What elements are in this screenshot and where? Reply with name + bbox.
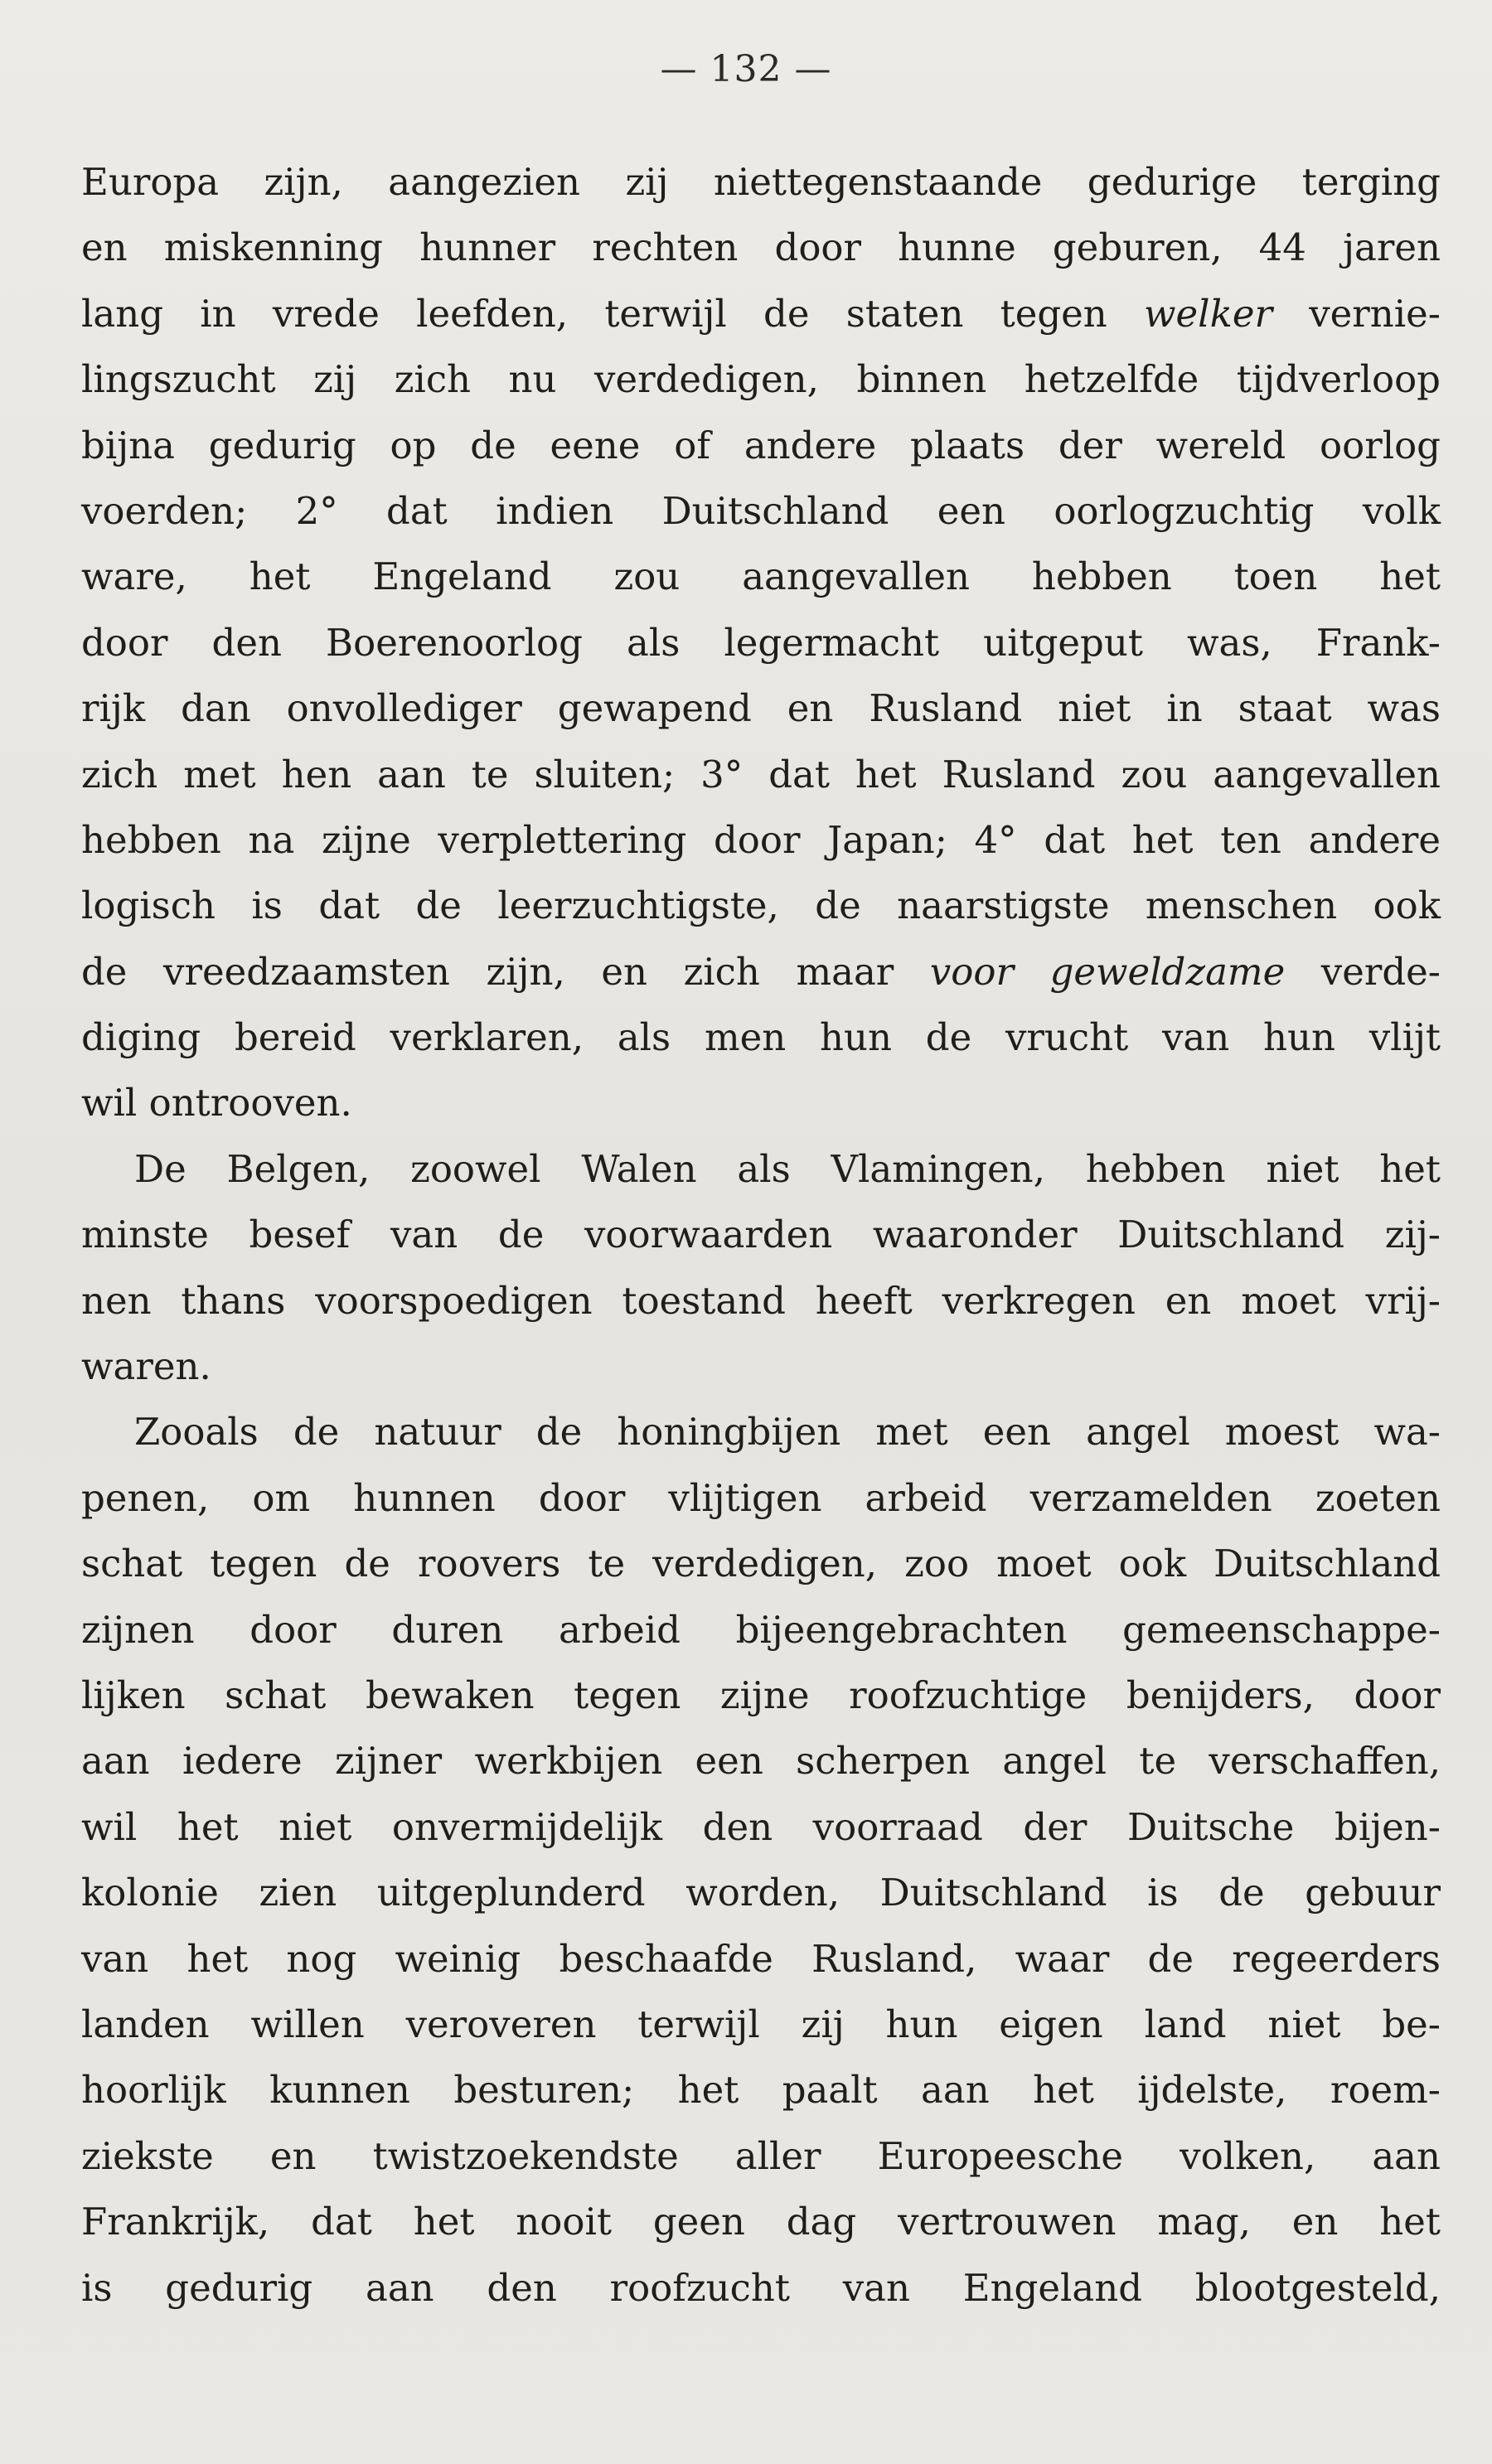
line-text: penen, om hunnen door vlijtigen arbeid verzamelden zoeten [81, 1475, 1441, 1520]
line-text: en miskenning hunner rechten door hunne geburen, 44 jaren [81, 225, 1441, 270]
text-line [81, 1004, 1441, 1070]
text-line [81, 1334, 1441, 1399]
line-text: lang in vrede leefden, terwijl de staten tegen [81, 291, 1145, 336]
line-text: wil ontrooven. [81, 1081, 352, 1126]
body-text [81, 149, 1441, 2321]
text-line [81, 346, 1441, 412]
line-text: rijk dan onvollediger gewapend en Rusland niet in staat was [81, 686, 1441, 731]
text-line [81, 2057, 1441, 2123]
line-text: voerden; 2° dat indien Duitschland een oorlogzuchtig volk [81, 488, 1441, 533]
text-line [81, 742, 1441, 807]
line-text: bijna gedurig op de eene of andere plaats der wereld oorlog [81, 423, 1441, 467]
line-text: vernie- [1272, 291, 1441, 336]
text-line [81, 2189, 1441, 2254]
line-text: zijnen door duren arbeid bijeengebrachten gemeenschappe- [81, 1607, 1441, 1652]
line-text: nen thans voorspoedigen toestand heeft verkregen en moet vrij- [81, 1278, 1441, 1323]
line-text: aan iedere zijner werkbijen een scherpen angel te verschaffen, [81, 1739, 1441, 1784]
italic-text: welker [1144, 291, 1272, 336]
line-text: wil het niet onvermijdelijk den voorraad der Duitsche bijen- [81, 1804, 1441, 1849]
text-line [81, 1399, 1441, 1464]
text-line [81, 413, 1441, 478]
line-text: ziekste en twistzoekendste aller Europeesche volken, aan [81, 2133, 1441, 2178]
text-line [81, 2123, 1441, 2189]
text-line [81, 675, 1441, 741]
line-text: waren. [81, 1344, 211, 1389]
line-text: Zooals de natuur de honingbijen met een angel moest wa- [134, 1410, 1441, 1455]
text-line [81, 1597, 1441, 1663]
text-line [81, 1992, 1441, 2057]
text-line [81, 215, 1441, 280]
line-text: logisch is dat de leerzuchtigste, de naarstigste menschen ook [81, 883, 1441, 928]
line-text: is gedurig aan den roofzucht van Engeland blootgesteld, [81, 2265, 1441, 2310]
line-text: schat tegen de roovers te verdedigen, zoo moet ook Duitschland [81, 1542, 1441, 1586]
line-text: landen willen veroveren terwijl zij hun eigen land niet be- [81, 2002, 1441, 2046]
text-line [81, 939, 1441, 1004]
text-line [81, 873, 1441, 938]
line-text: Europa zijn, aangezien zij niettegenstaande gedurige terging [81, 160, 1441, 204]
text-line [81, 544, 1441, 609]
text-line [81, 281, 1441, 346]
text-line [81, 1136, 1441, 1202]
text-line [81, 2255, 1441, 2321]
line-text: zich met hen aan te sluiten; 3° dat het Rusland zou aangevallen [81, 752, 1441, 796]
line-text: De Belgen, zoowel Walen als Vlamingen, hebben niet het [134, 1146, 1441, 1191]
line-text: verde- [1285, 949, 1441, 994]
text-line [81, 1070, 1441, 1135]
text-line [81, 610, 1441, 675]
line-text: door den Boerenoorlog als legermacht uitgeput was, Frank- [81, 620, 1441, 665]
text-line [81, 1202, 1441, 1267]
line-text: minste besef van de voorwaarden waaronder Duitschland zij- [81, 1213, 1441, 1257]
text-line [81, 1794, 1441, 1860]
italic-text: voor geweldzame [929, 949, 1286, 994]
text-line [81, 1728, 1441, 1794]
line-text: Frankrijk, dat het nooit geen dag vertrouwen mag, en het [81, 2200, 1441, 2244]
line-text: diging bereid verklaren, als men hun de vrucht van hun vlijt [81, 1015, 1441, 1060]
text-line [81, 1860, 1441, 1925]
text-line [81, 1531, 1441, 1596]
page-number: — 132 — [660, 48, 832, 90]
line-text: kolonie zien uitgeplunderd worden, Duitschland is de gebuur [81, 1871, 1441, 1915]
line-text: lingszucht zij zich nu verdedigen, binnen hetzelfde tijdverloop [81, 357, 1441, 402]
line-text: hebben na zijne verplettering door Japan; 4° dat het ten andere [81, 817, 1441, 862]
text-line [81, 1926, 1441, 1992]
line-text: de vreedzaamsten zijn, en zich maar [81, 949, 930, 994]
text-line [81, 1268, 1441, 1334]
text-line [81, 478, 1441, 544]
text-line [81, 807, 1441, 873]
text-line [81, 1465, 1441, 1531]
line-text: van het nog weinig beschaafde Rusland, waar de regeerders [81, 1936, 1441, 1981]
line-text: hoorlijk kunnen besturen; het paalt aan het ijdelste, roem- [81, 2068, 1441, 2113]
line-text: ware, het Engeland zou aangevallen hebben toen het [81, 554, 1441, 599]
text-line [81, 149, 1441, 215]
text-line [81, 1663, 1441, 1728]
line-text: lijken schat bewaken tegen zijne roofzuchtige benijders, door [81, 1673, 1441, 1717]
